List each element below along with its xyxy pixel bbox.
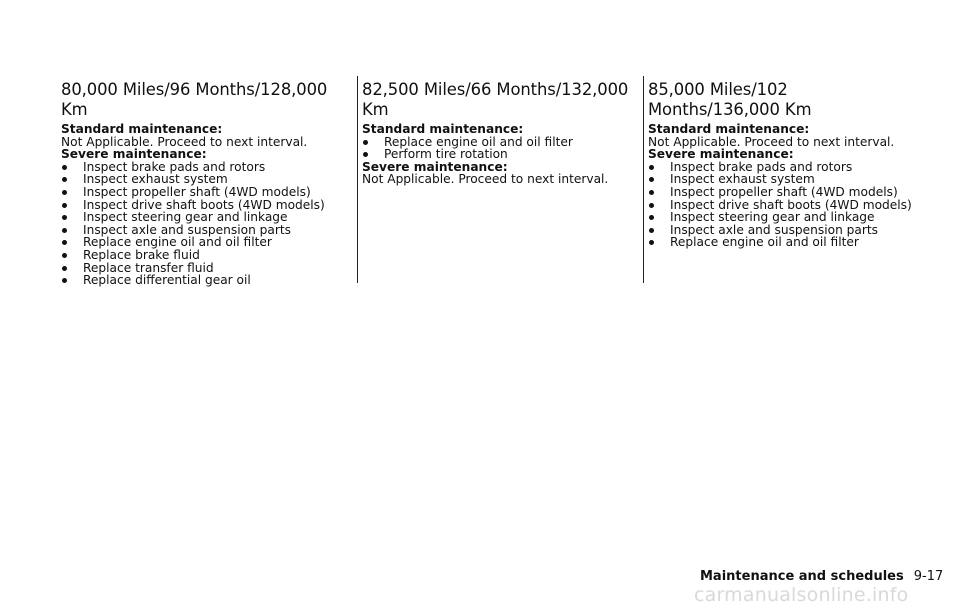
list-item: Replace differential gear oil [61, 274, 331, 287]
list-item: Inspect propeller shaft (4WD models) [61, 186, 331, 199]
interval-title: 85,000 Miles/102 Months/136,000 Km [648, 80, 812, 119]
column-divider [357, 76, 358, 283]
bullet-icon [649, 228, 654, 233]
bullet-icon [62, 253, 67, 258]
bullet-icon [62, 228, 67, 233]
bullet-icon [62, 266, 67, 271]
bullet-icon [62, 165, 67, 170]
page-footer [700, 569, 943, 584]
list-item: Inspect steering gear and linkage [61, 211, 331, 224]
watermark: carmanualsonline.info [694, 584, 909, 606]
bullet-icon [62, 203, 67, 208]
list-item: Replace engine oil and oil filter [362, 136, 634, 149]
severe-maintenance-text: Not Applicable. Proceed to next interval. [362, 172, 609, 187]
severe-maintenance-list [61, 161, 331, 287]
bullet-icon [649, 203, 654, 208]
list-item: Replace engine oil and oil filter [648, 236, 918, 249]
interval-column-80000 [61, 80, 331, 287]
bullet-icon [62, 215, 67, 220]
severe-maintenance-label: Severe maintenance: [648, 147, 794, 162]
bullet-icon [363, 152, 368, 157]
bullet-icon [649, 240, 654, 245]
list-item: Replace engine oil and oil filter [61, 236, 331, 249]
list-item: Inspect drive shaft boots (4WD models) [648, 199, 918, 212]
standard-maintenance-label: Standard maintenance: [648, 122, 810, 136]
list-item: Perform tire rotation [362, 148, 634, 161]
bullet-icon [649, 190, 654, 195]
severe-maintenance-label: Severe maintenance: [362, 159, 508, 174]
interval-column-82500 [362, 80, 634, 186]
severe-maintenance-list [648, 161, 918, 249]
standard-maintenance-text: Not Applicable. Proceed to next interval. [648, 134, 895, 149]
footer-section-title: Maintenance and schedules [700, 569, 904, 584]
list-item: Inspect propeller shaft (4WD models) [648, 186, 918, 199]
standard-maintenance-label: Standard maintenance: [362, 122, 524, 136]
bullet-icon [649, 177, 654, 182]
list-item: Replace brake fluid [61, 249, 331, 262]
list-item: Inspect axle and suspension parts [61, 224, 331, 237]
bullet-icon [363, 140, 368, 145]
page-number: 9-17 [913, 569, 944, 584]
interval-title: 82,500 Miles/66 Months/132,000 Km [362, 80, 629, 119]
standard-maintenance-list [362, 136, 634, 161]
list-item: Inspect exhaust system [61, 173, 331, 186]
list-item: Inspect steering gear and linkage [648, 211, 918, 224]
bullet-icon [62, 278, 67, 283]
list-item: Inspect axle and suspension parts [648, 224, 918, 237]
standard-maintenance-label: Standard maintenance: [61, 122, 223, 136]
standard-maintenance-text: Not Applicable. Proceed to next interval. [61, 134, 308, 149]
interval-column-85000 [648, 80, 918, 249]
bullet-icon [649, 165, 654, 170]
severe-maintenance-label: Severe maintenance: [61, 147, 207, 162]
bullet-icon [62, 177, 67, 182]
list-item: Replace transfer fluid [61, 262, 331, 275]
list-item: Inspect brake pads and rotors [61, 161, 331, 174]
interval-title: 80,000 Miles/96 Months/128,000 Km [61, 80, 328, 119]
bullet-icon [62, 240, 67, 245]
bullet-icon [62, 190, 67, 195]
bullet-icon [649, 215, 654, 220]
list-item: Inspect brake pads and rotors [648, 161, 918, 174]
column-divider [643, 76, 644, 283]
list-item: Inspect drive shaft boots (4WD models) [61, 199, 331, 212]
list-item: Inspect exhaust system [648, 173, 918, 186]
